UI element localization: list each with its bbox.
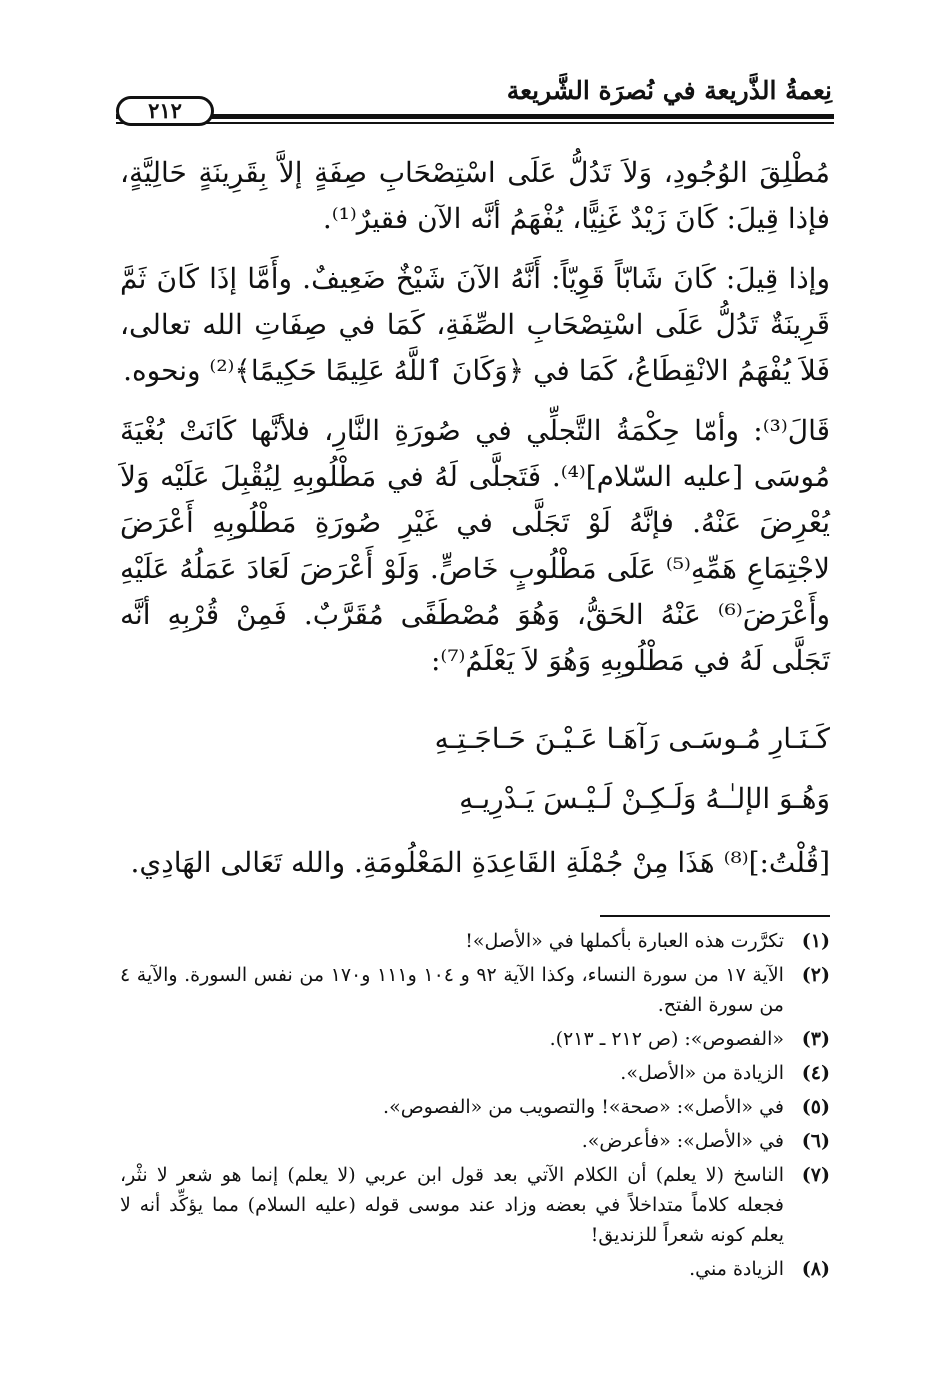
footnote-number: (٢)	[801, 964, 830, 986]
footnote-separator	[600, 915, 830, 917]
header-rule	[116, 114, 834, 119]
paragraph: وإذا قِيلَ: كَانَ شَابّاً قَوِيّاً: أَنَّهُ الآنَ شَيْخٌ ضَعِيفٌ. وأَمَّا إذَا كَانَ ثَمَّ قَرِينَةٌ تَدُلُّ عَلَى اسْتِصْحَابِ الصِّفَةِ، كَمَا في صِفَاتِ الله تعالى، فَلاَ يُفْهَمُ الانْقِطَاعُ، كَمَا في ﴿وَكَانَ ٱللَّهُ عَلِيمًا حَكِيمًا﴾⁽²⁾ ونحوه.	[120, 262, 830, 387]
header-rule-thin	[116, 122, 834, 124]
footnote-number: (٦)	[801, 1130, 830, 1152]
main-text	[120, 150, 830, 698]
footnote-number: (٧)	[801, 1164, 830, 1186]
footnote-number: (٥)	[801, 1096, 830, 1118]
running-header-title: نِعمةُ الذَّريعة في نُصرَة الشَّريعة	[506, 76, 832, 105]
footnote-text: «الفصوص»: (ص ٢١٢ ـ ٢١٣).	[549, 1028, 784, 1050]
footnote	[120, 926, 830, 956]
footnote	[120, 1254, 830, 1284]
page-number: ٢١٢	[116, 96, 214, 126]
paragraph: قَالَ⁽³⁾: وأمّا حِكْمَةُ التَّجلِّي في صُورَةِ النَّارِ، فلأنَّها كَانَتْ بُغْيَةَ مُوسَى [عليه السّلام]⁽⁴⁾. فَتَجلَّى لَهُ في مَطْلُوبِهِ لِيُقْبِلَ عَلَيْه وَلاَ يُعْرِضَ عَنْهُ. فإنَّهُ لَوْ تَجَلَّى في غَيْرِ صُورَةِ مَطْلُوبِهِ أَعْرَضَ لاجْتِمَاعِ هَمِّهِ⁽⁵⁾ عَلَى مَطْلُوبٍ خَاصٍّ. وَلَوْ أَعْرَضَ لَعَادَ عَمَلُهُ عَلَيْهِ وأَعْرَضَ⁽⁶⁾ عَنْهُ الحَقُّ، وَهُوَ مُصْطَفًى مُقَرَّبٌ. فَمِنْ قُرْبِهِ أنَّه تَجَلَّى لَهُ في مَطْلُوبِهِ وَهُوَ لاَ يَعْلَمُ⁽⁷⁾:	[120, 414, 830, 677]
footnote	[120, 1092, 830, 1122]
footnote-text: الزيادة مني.	[689, 1258, 784, 1280]
footnote	[120, 1058, 830, 1088]
paragraph: مُطْلِقَ الوُجُودِ، وَلاَ تَدُلُّ عَلَى اسْتِصْحَابِ صِفَةٍ إلاَّ بِقَرِينَةٍ حَالِيَّةٍ، فإذا قِيلَ: كَانَ زَيْدٌ غَنِيًّا، يُفْهَمُ أنَّه الآن فقيرٌ⁽¹⁾.	[120, 156, 830, 235]
footnote	[120, 1160, 830, 1250]
footnote	[120, 1126, 830, 1156]
footnote-text: الزيادة من «الأصل».	[620, 1062, 784, 1084]
poem-verse: وَهُـوَ الإلـٰـهُ وَلَـكِـنْ لَـيْـسَ يَـدْرِيـهِ	[459, 782, 830, 815]
footnotes-list	[120, 926, 830, 1288]
footnote	[120, 960, 830, 1020]
footnote-number: (٤)	[801, 1062, 830, 1084]
footnote-number: (٨)	[801, 1258, 830, 1280]
footnote-text: الآية ١٧ من سورة النساء، وكذا الآية ٩٢ و ١٠٤ و١١١ و١٧٠ من نفس السورة. والآية ٤ من سورة الفتح.	[120, 964, 784, 1016]
footnote-text: تكرَّرت هذه العبارة بأكملها في «الأصل»!	[465, 930, 784, 952]
poem-verse: كَـنَـارِ مُـوسَـى رَآهَـا عَـيْـنَ حَـاجَـتِـهِ	[434, 722, 830, 755]
footnote-number: (٣)	[801, 1028, 830, 1050]
footnote	[120, 1024, 830, 1054]
footnote-text: في «الأصل»: «صحة»! والتصويب من «الفصوص».	[383, 1096, 784, 1118]
footnote-number: (١)	[801, 930, 830, 952]
footnote-text: الناسخ (لا يعلم) أن الكلام الآتي بعد قول ابن عربي (لا يعلم) إنما هو شعر لا نثْر، فجعله كلاماً متداخلاً في بعضه وزاد عند موسى قوله (عليه السلام) مما يؤكِّد أنه لا يعلم كونه شعراً للزنديق!	[120, 1164, 784, 1246]
footnote-text: في «الأصل»: «فأعرض».	[581, 1130, 784, 1152]
closing-line: [قُلْتُ:]⁽⁸⁾ هَذَا مِنْ جُمْلَةِ القَاعِدَةِ المَعْلُومَةِ. والله تَعَالى الهَادِي.	[130, 846, 830, 879]
